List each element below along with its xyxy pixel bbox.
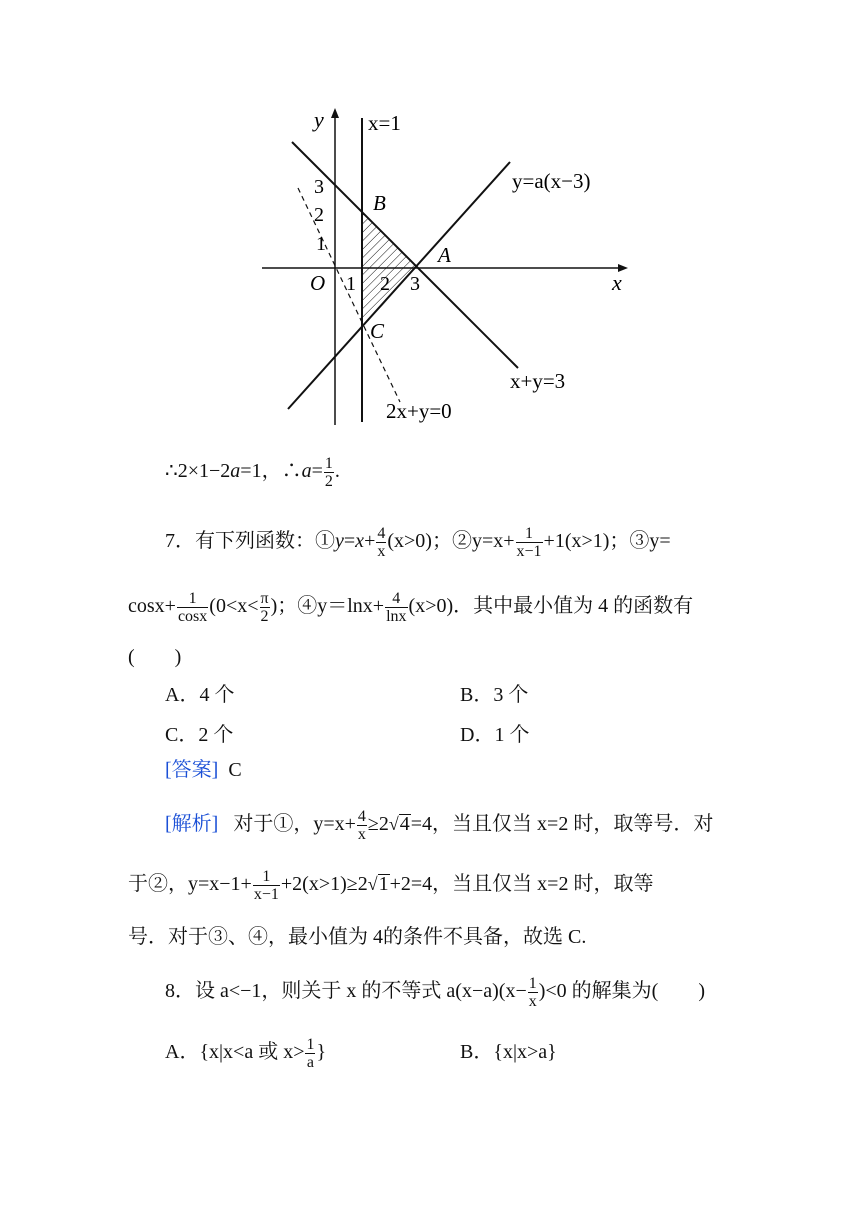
analysis-tag: [解析] (165, 813, 219, 836)
analysis1-sqrt: 4 (399, 813, 410, 836)
q8-option-b[interactable]: B．{x|x>a} (460, 1041, 557, 1063)
label-y-a-x-3: y=a(x−3) (512, 169, 591, 193)
q7-fraction3: $\frac{1}{\cos x}$ (177, 590, 208, 625)
label-2x-plus-y-0: 2x+y=0 (386, 399, 452, 423)
y-tick-2: 2 (314, 204, 324, 226)
axis-y-label: y (314, 107, 324, 132)
analysis2-b: +2(x>1)≥2 (280, 873, 368, 896)
q8-fraction: $\frac{1}{x}$ (528, 975, 537, 1010)
region-graph (240, 100, 640, 430)
q8-text2: )<0 的解集为( ) (538, 980, 705, 1003)
conclusion-part3: = (311, 460, 323, 483)
q7-l2a: cosx+ (128, 595, 176, 618)
analysis1-b: ≥2 (367, 813, 389, 836)
answer-value: C (228, 759, 242, 781)
q7-fraction5: $\frac{4}{\ln x}$ (386, 590, 407, 625)
x-tick-2: 2 (380, 273, 390, 295)
feasible-region (362, 212, 418, 327)
analysis2-fraction: $\frac{1}{x-1}$ (253, 868, 279, 903)
origin-label: O (310, 271, 326, 295)
answer-tag: [答案] (165, 759, 219, 781)
q8-line1 (165, 975, 705, 1010)
q7-analysis-line1: [解析] 对于①，y=x+ $\frac{4}{x}$ ≥2√4=4，当且仅当 x=2 时，取等号．对 (165, 808, 714, 843)
q7-text5: y=x+ (471, 530, 515, 553)
label-x-equals-1: x=1 (368, 111, 401, 135)
analysis2-sqrt: 1 (378, 873, 389, 896)
y-tick-1: 1 (316, 233, 326, 255)
q7-option-a[interactable]: A．4 个 (165, 684, 235, 706)
conclusion-fraction: $\frac{1}{2}$ (324, 455, 333, 490)
q7-l2d: (x>0)．其中最小值为 4 的函数有 (408, 595, 694, 618)
label-x-plus-y-3: x+y=3 (510, 369, 566, 393)
q8-option-a[interactable]: A．{x|x<a 或 x> $\frac{1}{a}$ } (165, 1035, 327, 1071)
x-tick-3: 3 (410, 273, 420, 295)
q7-analysis-line3: 号．对于③、④，最小值为 4的条件不具备，故选 C. (128, 926, 587, 948)
analysis2-a: 于②，y=x−1+ (128, 873, 252, 896)
analysis1-a: 对于①，y=x+ (233, 813, 356, 836)
q8-optA-fraction: $\frac{1}{a}$ (306, 1035, 315, 1071)
analysis1-fraction: $\frac{4}{x}$ (357, 808, 366, 843)
q7-paren: ( ) (128, 646, 182, 668)
y-axis-arrow (331, 108, 339, 118)
q7-answer-line (165, 758, 242, 782)
q7-text2: = (343, 530, 356, 553)
x-tick-1: 1 (346, 273, 356, 295)
q7-l2c: )；④y＝lnx+ (270, 595, 385, 618)
q7-fraction2: $\frac{1}{x-1}$ (516, 525, 542, 560)
q7-fraction4: $\frac{\pi}{2}$ (260, 590, 269, 625)
axis-x-label: x (612, 270, 622, 295)
conclusion-part2: =1，∴ (240, 460, 302, 483)
q7-line1: 7．有下列函数：①y=x+ $\frac{4}{x}$ (x>0)；②y=x+ $\frac{1}{x-1}$ +1(x>1)；③y= (165, 525, 671, 560)
point-b-label: B (373, 191, 386, 215)
line-x-plus-y-3 (292, 142, 518, 368)
q7-line2 (128, 590, 693, 625)
point-a-label: A (438, 243, 451, 267)
q7-analysis-line2: 于②，y=x−1+ $\frac{1}{x-1}$ +2(x>1)≥2√1+2=4，当且仅当 x=2 时，取等 (128, 868, 654, 903)
conclusion-a2: a (301, 460, 312, 483)
analysis1-c: =4，当且仅当 x=2 时，取等号．对 (410, 813, 714, 836)
q7-l2b: (0<x< (209, 595, 259, 618)
q7-option-d[interactable]: D．1 个 (460, 724, 530, 746)
q8-text1: 8．设 a<−1，则关于 x 的不等式 a(x−a)(x− (165, 980, 527, 1003)
q7-text4: (x>0)；② (387, 530, 472, 553)
conclusion-end: . (334, 460, 340, 483)
q7-option-b[interactable]: B．3 个 (460, 684, 529, 706)
point-c-label: C (370, 319, 385, 343)
q7-text1: 7．有下列函数：① (165, 530, 335, 553)
q7-option-c[interactable]: C．2 个 (165, 724, 234, 746)
q7-fraction1: $\frac{4}{x}$ (377, 525, 386, 560)
conclusion-a: a (230, 460, 241, 483)
conclusion-line (165, 455, 340, 490)
conclusion-part1: ∴2×1−2 (165, 460, 231, 483)
y-tick-3: 3 (314, 176, 324, 198)
analysis2-c: +2=4，当且仅当 x=2 时，取等 (389, 873, 654, 896)
q7-text3: + (364, 530, 376, 553)
q7-text6: +1(x>1)；③y= (543, 530, 671, 553)
